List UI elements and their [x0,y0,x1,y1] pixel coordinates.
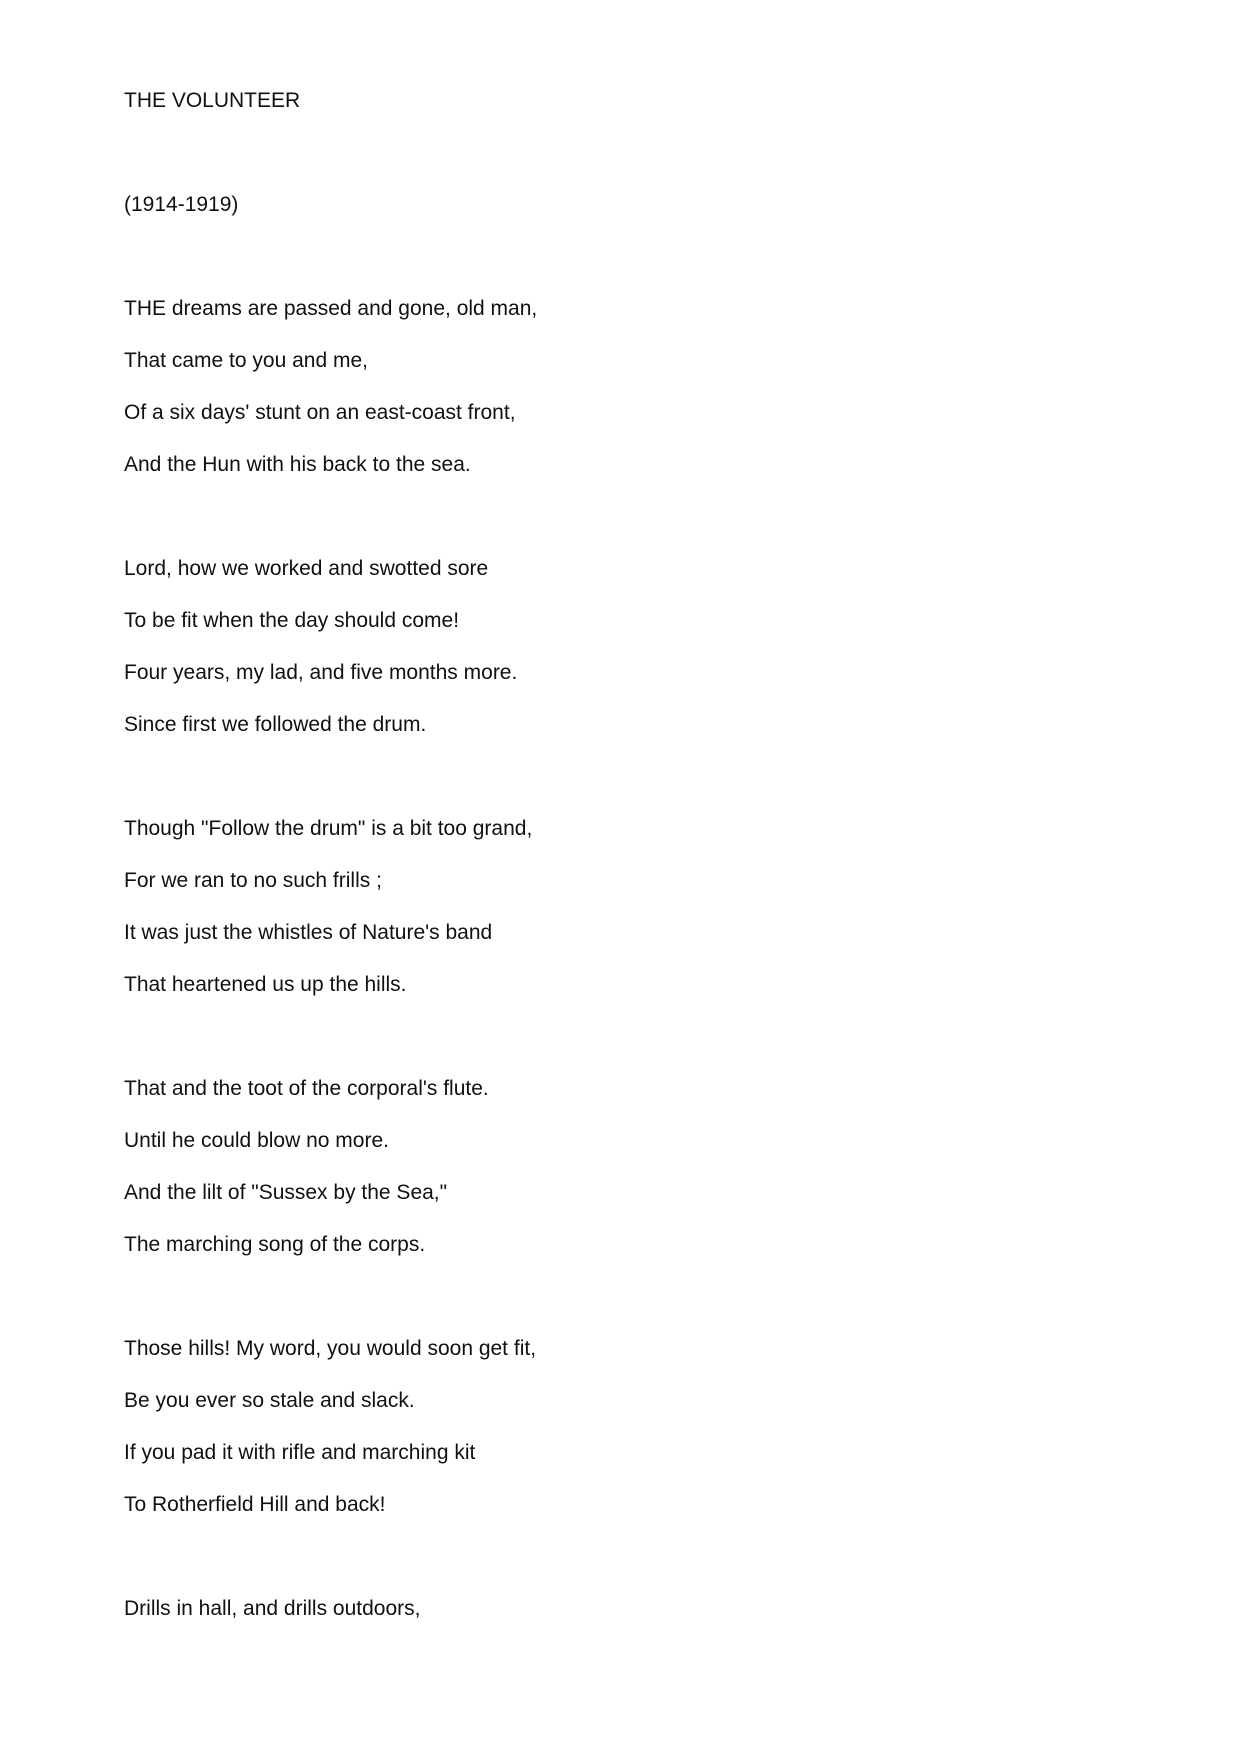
poem-line: Be you ever so stale and slack. [124,1389,415,1412]
poem-line: Since first we followed the drum. [124,713,427,736]
poem-dates: (1914-1919) [124,193,239,216]
poem-line: Those hills! My word, you would soon get fit, [124,1337,537,1360]
poem-line: Lord, how we worked and swotted sore [124,557,489,580]
poem-line: Four years, my lad, and five months more. [124,661,518,684]
poem-line: Of a six days' stunt on an east-coast front, [124,401,516,424]
poem-line: To Rotherfield Hill and back! [124,1493,386,1516]
poem-line: For we ran to no such frills ; [124,869,382,892]
poem-line: If you pad it with rifle and marching kit [124,1441,476,1464]
poem-line: Though "Follow the drum" is a bit too grand, [124,817,533,840]
poem-line: THE dreams are passed and gone, old man, [124,297,538,320]
poem-title: THE VOLUNTEER [124,89,301,112]
poem-line: And the lilt of "Sussex by the Sea," [124,1181,448,1204]
poem-line: And the Hun with his back to the sea. [124,453,471,476]
poem-line: Until he could blow no more. [124,1129,389,1152]
poem-line: That heartened us up the hills. [124,973,407,996]
poem-line: It was just the whistles of Nature's band [124,921,493,944]
poem-line: That came to you and me, [124,349,368,372]
poem-line: The marching song of the corps. [124,1233,426,1256]
poem-line: Drills in hall, and drills outdoors, [124,1597,421,1620]
poem-line: To be fit when the day should come! [124,609,460,632]
poem-line: That and the toot of the corporal's flute. [124,1077,489,1100]
